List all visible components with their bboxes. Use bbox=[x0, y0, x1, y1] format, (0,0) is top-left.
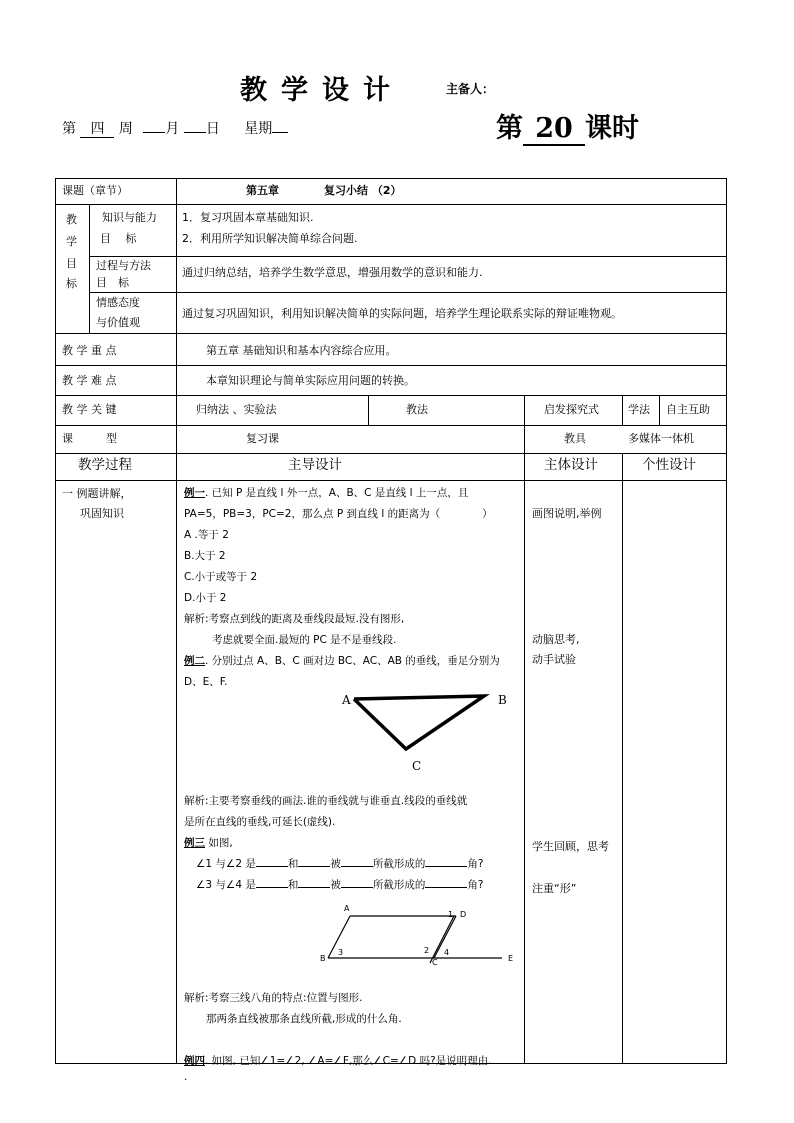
attitude-text: 通过复习巩固知识，利用知识解决简单的实际问题，培养学生理论联系实际的辩证唯物观。 bbox=[182, 307, 622, 320]
tri-label-a: A bbox=[342, 693, 351, 707]
lesson-prefix: 第 bbox=[496, 113, 523, 144]
topic-chapter: 第五章 bbox=[246, 184, 279, 197]
ex1-option-d: D.小于 2 bbox=[184, 592, 227, 604]
student-note-3: 动手试验 bbox=[532, 653, 576, 666]
ex2-question-2: D、E、F. bbox=[184, 676, 228, 688]
lesson-number: 20 bbox=[523, 113, 585, 146]
col-line bbox=[524, 395, 525, 1063]
ex2-line-1 bbox=[184, 651, 524, 672]
triangle-figure bbox=[184, 693, 524, 791]
goals-label-4: 标 bbox=[66, 277, 77, 290]
ex3-l1-prefix: ∠1 与∠2 是 bbox=[196, 858, 256, 870]
knowledge-label-1: 知识与能力 bbox=[102, 211, 157, 224]
col-line bbox=[368, 395, 369, 425]
process-step-2: 巩固知识 bbox=[80, 507, 124, 520]
ex4-question: . 如图, 已知∠1=∠2, ∠A=∠F,那么∠C=∠D 吗?是说明理由. bbox=[205, 1055, 492, 1067]
by-word: 被 bbox=[330, 858, 341, 870]
process-step-1: 一 例题讲解， bbox=[62, 487, 132, 500]
process-label-1: 过程与方法 bbox=[96, 259, 151, 272]
triangle-shape bbox=[354, 696, 484, 749]
day-blank bbox=[184, 132, 206, 133]
process-text: 通过归纳总结，培养学生数学意思，增强用数学的意识和能力. bbox=[182, 266, 483, 279]
row-line bbox=[56, 425, 726, 426]
fig-label-c: C bbox=[432, 958, 438, 967]
ex1-question-1: . 已知 P 是直线 l 外一点，A、B、C 是直线 l 上一点，且 bbox=[205, 487, 469, 499]
topic-label: 课题（章节） bbox=[62, 184, 128, 197]
formed-word: 所截形成的 bbox=[372, 879, 426, 891]
key-text: 第五章 基础知识和基本内容综合应用。 bbox=[206, 344, 397, 357]
fig-angle-3: 3 bbox=[338, 948, 344, 957]
spacer-line bbox=[184, 1030, 524, 1051]
ex3-analysis-2: 那两条直线被那条直线所截,形成的什么角. bbox=[206, 1013, 402, 1025]
teach-method: 启发探究式 bbox=[544, 403, 599, 416]
ex1-tag: 例一 bbox=[184, 487, 205, 499]
week-line bbox=[62, 118, 288, 138]
ex3-line bbox=[184, 833, 524, 854]
key-label: 教 学 重 点 bbox=[62, 344, 117, 357]
goals-label-3: 目 bbox=[66, 257, 77, 270]
crux-label: 教 学 关 键 bbox=[62, 403, 117, 416]
ex4-tag: 例四 bbox=[184, 1055, 205, 1067]
ex4-dot: . bbox=[184, 1071, 188, 1083]
by-word: 被 bbox=[330, 879, 341, 891]
lesson-plan-table bbox=[55, 178, 727, 1083]
design-content bbox=[184, 483, 524, 1086]
student-note-1: 画图说明,举例 bbox=[532, 507, 602, 520]
lesson-number-line bbox=[496, 106, 639, 146]
row-line bbox=[56, 204, 726, 205]
crux-method: 归纳法 、实验法 bbox=[196, 403, 277, 416]
ex3-question: 如图, bbox=[205, 837, 233, 849]
fig-label-e: E bbox=[508, 954, 514, 963]
difficulty-label: 教 学 难 点 bbox=[62, 374, 117, 387]
row-line bbox=[56, 395, 726, 396]
blank bbox=[298, 856, 330, 867]
learn-method-label: 学法 bbox=[628, 403, 650, 416]
topic-name: 复习小结 （2） bbox=[324, 184, 402, 197]
col-line bbox=[622, 453, 623, 1063]
blank bbox=[256, 856, 288, 867]
knowledge-label-2: 目 标 bbox=[100, 232, 137, 245]
week-prefix: 第 bbox=[62, 121, 76, 137]
ex1-option-c: C.小于或等于 2 bbox=[184, 571, 258, 583]
col-header-design: 主导设计 bbox=[288, 457, 342, 473]
ex1-option-a: A .等于 2 bbox=[184, 529, 229, 541]
ex1-analysis-2: 考虑就要全面.最短的 PC 是不是垂线段. bbox=[212, 634, 397, 646]
ex2-tag: 例二 bbox=[184, 655, 205, 667]
ex1-question-2: PA=5，PB=3，PC=2，那么点 P 到直线 l 的距离为（ ） bbox=[184, 508, 493, 520]
col-header-process: 教学过程 bbox=[78, 457, 132, 473]
col-header-student: 主体设计 bbox=[544, 457, 598, 473]
parallelogram-svg bbox=[184, 896, 524, 988]
ex1-analysis-1: 解析:考察点到线的距离及垂线段最短.没有图形, bbox=[184, 613, 405, 625]
formed-word: 所截形成的 bbox=[372, 858, 426, 870]
ex2-question-1: . 分别过点 A、B、C 画对边 BC、AC、AB 的垂线，垂足分别为 bbox=[205, 655, 500, 667]
doc-title: 教学设计 bbox=[240, 75, 404, 106]
lesson-type-label: 课 型 bbox=[62, 432, 117, 445]
day-label: 日 bbox=[205, 121, 220, 137]
lesson-suffix: 课时 bbox=[585, 113, 639, 144]
angle-word: 角? bbox=[467, 858, 484, 870]
row-line bbox=[89, 292, 726, 293]
row-line bbox=[56, 365, 726, 366]
blank bbox=[341, 877, 373, 888]
ex2-analysis-1: 解析:主要考察垂线的画法.谁的垂线就与谁垂直.线段的垂线就 bbox=[184, 795, 468, 807]
weekday-label: 星期 bbox=[244, 121, 273, 137]
ex3-blank-line-2 bbox=[184, 875, 524, 896]
knowledge-item-1: 1．复习巩固本章基础知识. bbox=[182, 211, 314, 224]
and-word: 和 bbox=[287, 858, 299, 870]
ex3-analysis-1: 解析:考察三线八角的特点:位置与图形. bbox=[184, 992, 363, 1004]
fig-angle-2: 2 bbox=[424, 946, 430, 955]
preparer-label: 主备人： bbox=[446, 82, 495, 96]
aids-label: 教具 bbox=[564, 432, 586, 445]
fig-angle-4: 4 bbox=[444, 948, 450, 957]
ex3-l2-prefix: ∠3 与∠4 是 bbox=[196, 879, 256, 891]
blank bbox=[256, 877, 288, 888]
row-line bbox=[89, 256, 726, 257]
tri-label-c: C bbox=[412, 759, 422, 773]
col-line bbox=[176, 179, 177, 1063]
triangle-svg bbox=[184, 693, 524, 791]
aids: 多媒体一体机 bbox=[628, 432, 694, 445]
ex2-analysis-2: 是所在直线的垂线,可延长(虚线). bbox=[184, 816, 336, 828]
difficulty-text: 本章知识理论与简单实际应用问题的转换。 bbox=[206, 374, 415, 387]
student-note-4: 学生回顾，思考 bbox=[532, 840, 609, 853]
lesson-type: 复习课 bbox=[246, 432, 279, 445]
angle-word: 角? bbox=[467, 879, 484, 891]
month-label: 月 bbox=[165, 121, 180, 137]
knowledge-item-2: 2．利用所学知识解决简单综合问题. bbox=[182, 232, 358, 245]
blank bbox=[425, 856, 467, 867]
fig-label-d: D bbox=[460, 910, 467, 919]
blank bbox=[341, 856, 373, 867]
ex3-tag: 例三 bbox=[184, 837, 205, 849]
row-line bbox=[56, 333, 726, 334]
col-line bbox=[659, 395, 660, 425]
tri-label-b: B bbox=[498, 693, 507, 707]
parallelogram-figure bbox=[184, 896, 524, 988]
month-blank bbox=[143, 132, 165, 133]
fig-label-b: B bbox=[320, 954, 326, 963]
ex1-line-1 bbox=[184, 483, 524, 504]
row-line bbox=[56, 480, 726, 481]
student-note-2: 动脑思考, bbox=[532, 633, 580, 646]
col-line bbox=[89, 204, 90, 333]
blank bbox=[298, 877, 330, 888]
ex1-option-b: B.大于 2 bbox=[184, 550, 226, 562]
teach-method-label: 教法 bbox=[406, 403, 428, 416]
and-word: 和 bbox=[287, 879, 299, 891]
student-note-5: 注重“形” bbox=[532, 882, 577, 895]
attitude-label-2: 与价值观 bbox=[96, 316, 140, 329]
learn-method: 自主互助 bbox=[666, 403, 710, 416]
fig-angle-1: 1 bbox=[448, 910, 454, 919]
process-label-2: 目 标 bbox=[96, 276, 129, 289]
weekday-blank bbox=[272, 132, 288, 133]
ex4-line bbox=[184, 1051, 524, 1072]
row-line bbox=[56, 453, 726, 454]
col-line bbox=[622, 395, 623, 425]
blank bbox=[425, 877, 467, 888]
week-label: 周 bbox=[118, 121, 133, 137]
goals-label-1: 教 bbox=[66, 213, 77, 226]
attitude-label-1: 情感态度 bbox=[96, 296, 140, 309]
col-header-personal: 个性设计 bbox=[642, 457, 696, 473]
week-number: 四 bbox=[80, 122, 114, 138]
ex3-blank-line-1 bbox=[184, 854, 524, 875]
goals-label-2: 学 bbox=[66, 235, 77, 248]
fig-label-a: A bbox=[344, 904, 350, 913]
